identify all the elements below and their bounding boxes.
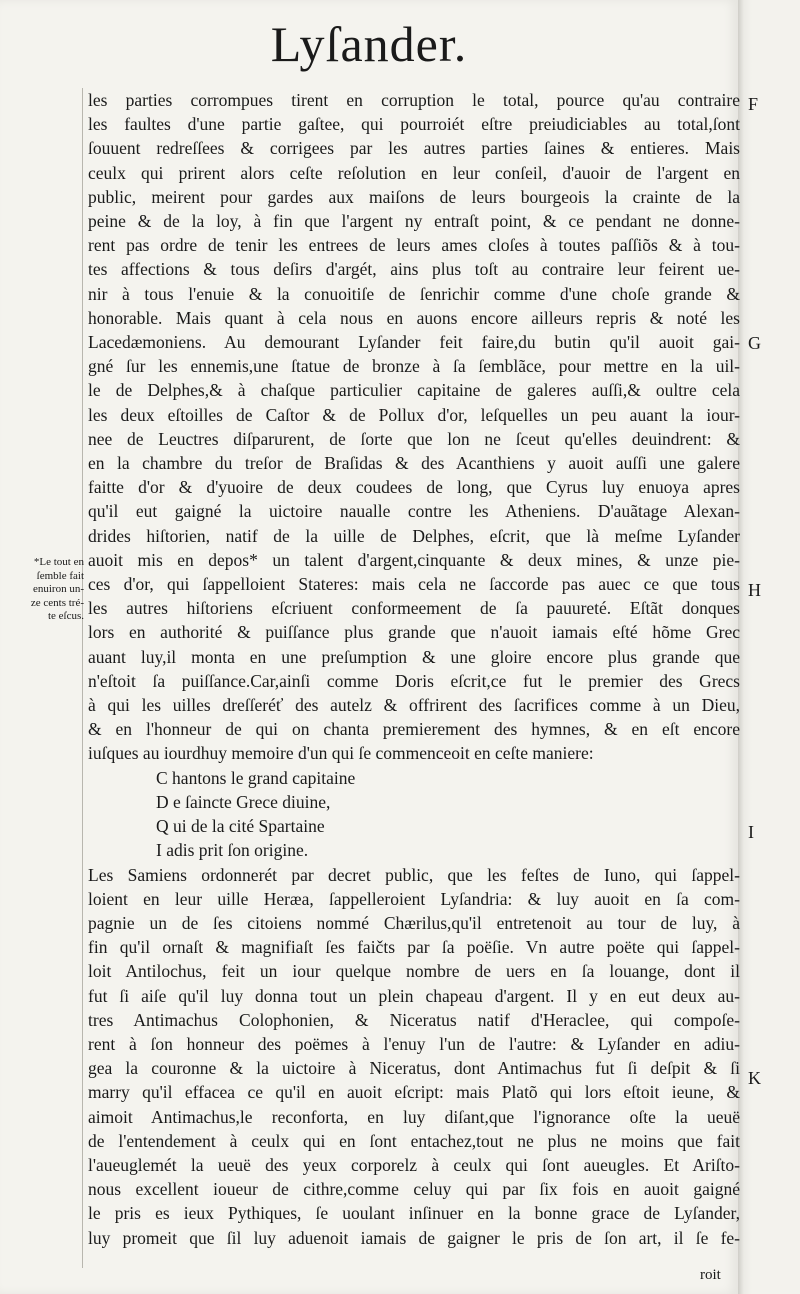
text-line: qu'il eut gaigné la uictoire naualle contre les Atheniens. D'auãtage Alexan- (88, 501, 740, 522)
text-line: pagnie un de ſes citoiens nommé Chærilus,qu'il entretenoit au tour de luy, à (88, 912, 740, 933)
text-line: lors en authorité & puiſſance plus grande que n'auoit iamais eſté hõme Grec (88, 622, 740, 643)
text-line: Lacedæmoniens. Au demourant Lyſander feit faire,du butin qu'il auoit gai- (88, 332, 740, 353)
text-line: à qui les uilles dreſſeréť des autelz & offrirent des ſacrifices comme à un Dieu, (88, 695, 740, 716)
text-line: luy promeit que ſil luy aduenoit iamais de gaigner le pris de ſon art, il ſe fe- (88, 1227, 740, 1248)
text-line: peine & de la loy, à fin que l'argent ny entraſt point, & ce pendant ne donne- (88, 211, 740, 232)
text-line: & en l'honneur de qui on chanta premierement des hymnes, & en eſt encore (88, 719, 740, 740)
text-line: de l'entendement à ceulx qui en ſont entachez,tout ne plus ne moins que fait (88, 1130, 740, 1151)
text-line: faitte d'or & d'yuoire de deux coudees de long, que Cyrus luy enuoya apres (88, 477, 740, 498)
text-line: aimoit Antimachus,le reconforta, en luy diſant,que l'ignorance oſte la ueuë (88, 1106, 740, 1127)
text-line: le de Delphes,& à chaſque particulier capitaine de galeres auſſi,& oultre cela (88, 380, 740, 401)
text-line: les faultes d'une partie gaſtee, qui pourroiét eſtre preiudiciables au total,ſont (88, 114, 740, 135)
margin-letter-i: I (748, 822, 754, 842)
text-line: les deux eſtoilles de Caſtor & de Pollux d'or, leſquelles un peu auant la iour- (88, 404, 740, 425)
margin-letter-h: H (748, 580, 761, 600)
text-line: tes affections & tous deſirs d'argét, ains plus toſt au contraire leur feirent ue- (88, 259, 740, 280)
text-line: Les Samiens ordonnerét par decret public, que les feſtes de Iuno, qui ſappel- (88, 864, 740, 885)
text-line: honorable. Mais quant à cela nous en auons encore ailleurs repris & noté les (88, 307, 740, 328)
margin-letter-g: G (748, 333, 761, 353)
page-edge (738, 0, 800, 1294)
text-line: le pris es ieux Pythiques, ſe uoulant inſinuer en la bonne grace de Lyſander, (88, 1203, 740, 1224)
verse-line: Q ui de la cité Spartaine (156, 816, 325, 837)
text-line: ceulx qui prirent alors ceſte reſolution en leur conſeil, d'auoir de l'argent en (88, 162, 740, 183)
side-note-line: enuiron un- (32, 583, 84, 595)
text-line: iuſques au iourdhuy memoire d'un qui ſe commenceoit en ceſte maniere: (88, 743, 594, 764)
side-note-line: ſemble fait (36, 569, 84, 582)
text-line: tres Antimachus Colophonien, & Niceratus natif d'Heraclee, qui compoſe- (88, 1009, 740, 1030)
margin-letter-k: K (748, 1068, 761, 1088)
side-note-line: ze cents tré- (30, 596, 84, 609)
text-line: loit Antilochus, feit un iour quelque nombre de uers en ſa louange, dont il (88, 961, 740, 982)
margin-letter-f: F (748, 94, 759, 114)
text-line: ces d'or, qui ſappelloient Stateres: mais cela ne ſaccorde pas auec ce que tous (88, 574, 740, 595)
text-line: loient en leur uille Heræa, ſappelleroient Lyſandria: & luy auoit en ſa com- (88, 888, 740, 909)
side-note (6, 556, 84, 624)
body-text (88, 88, 740, 1250)
running-title: Lyſander. (270, 16, 468, 72)
text-line: nir à tous l'enuie & la conuoitiſe de ſenrichir comme d'une choſe grande & (88, 283, 740, 304)
text-line: marry qu'il effacea ce qu'il en auoit eſcript: mais Platõ qui lors eſtoit ieune, & (88, 1082, 740, 1103)
text-line: auoit mis en depos* un talent d'argent,cinquante & deux mines, & unze pie- (88, 549, 740, 570)
text-line: gea la couronne & la uictoire à Niceratus, dont Antimachus fut ſi deſpit & ſi (88, 1058, 740, 1079)
catchword: roit (700, 1267, 721, 1283)
text-line: public, meirent pour gardes aux maiſons de leurs bourgeois la crainte de la (88, 186, 740, 207)
text-line: fin qu'il ornaſt & magnifiaſt ſes faičts par ſa poëſie. Vn autre poëte qui ſappel- (88, 937, 740, 958)
verse-line: D e ſaincte Grece diuine, (156, 791, 331, 812)
text-line: gné ſur les ennemis,une ſtatue de bronze à ſa ſemblãce, pour mettre en la uil- (88, 356, 740, 377)
verse-line: C hantons le grand capitaine (156, 767, 356, 788)
text-line: n'eſtoit ſa puiſſance.Car,ainſi comme Doris eſcrit,ce fut le premier des Grecs (88, 670, 740, 691)
text-line: nee de Leuctres diſparurent, de ſorte que lon ne ſceut qu'elles deuindrent: & (88, 428, 740, 449)
side-note-line: te eſcus. (47, 610, 84, 622)
text-line: l'aueuglemét la ueuë des yeux corporelz à ceulx qui ſont aueugles. Et Ariſto- (88, 1154, 740, 1175)
text-line: ſouuent redreſſees & corrigees par les autres parties ſaines & entieres. Mais (88, 138, 740, 159)
text-line: rent à ſon honneur des poëmes à l'enuy l'un de l'autre: & Lyſander en adiu- (88, 1033, 740, 1054)
text-line: en la chambre du treſor de Braſidas & des Acanthiens y auoit auſſi une galere (88, 453, 740, 474)
text-line: fut ſi aiſe qu'il luy donna tout un plein chapeau d'argent. Il y en eut deux au- (88, 985, 740, 1006)
side-note-line: *Le tout en (33, 556, 84, 568)
text-line: les autres hiſtoriens eſcriuent conformeement de ſa pauureté. Eſtãt donques (88, 598, 740, 619)
verse-line: I adis prit ſon origine. (156, 840, 309, 861)
text-line: auant luy,il monta en une preſumption & une gloire encore plus grande que (88, 646, 740, 667)
text-line: drides hiſtorien, natif de la uille de Delphes, eſcrit, que là meſme Lyſander (88, 525, 740, 546)
text-line: les parties corrompues tirent en corruption le total, pource qu'au contraire (88, 90, 740, 110)
margin-rule (82, 88, 83, 1268)
text-line: rent pas ordre de tenir les entrees de leurs ames cloſes à toutes paſſiõs & à tou- (88, 235, 740, 256)
text-line: nous excellent ioueur de cithre,comme celuy qui par ſix fois en auoit gaigné (88, 1179, 740, 1200)
